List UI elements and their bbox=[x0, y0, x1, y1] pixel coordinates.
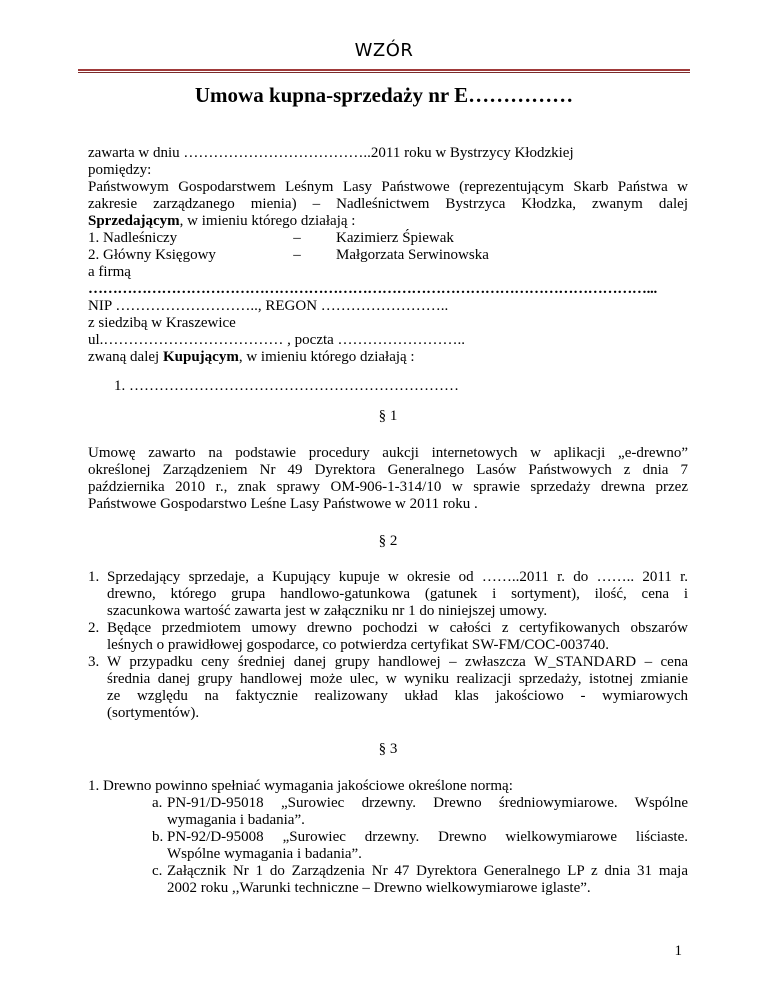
nip-regon-line: NIP ……………………….., REGON …………………….. bbox=[88, 298, 449, 314]
street-line: ul.……………………………… , poczta …………………….. bbox=[88, 332, 466, 348]
signatory-name: Kazimierz Śpiewak bbox=[336, 230, 454, 246]
norm-item-line: Załącznik Nr 1 do Zarządzenia Nr 47 Dyrektora Generalnego LP z dnia 31 maja bbox=[167, 863, 688, 879]
list-item bbox=[88, 569, 688, 620]
norm-item-line: 2002 roku ,,Warunki techniczne – Drewno wielkowymiarowe iglaste”. bbox=[167, 880, 591, 896]
norm-item-line: Wspólne wymagania i badania”. bbox=[167, 846, 362, 862]
intro-line-between: pomiędzy: bbox=[88, 162, 152, 178]
section-1-mark: § 1 bbox=[378, 408, 398, 424]
section-1-line: Państwowe Gospodarstwo Leśne Lasy Państwowe w 2011 roku . bbox=[88, 496, 478, 512]
list-item-line: szacunkowa wartość zawarta jest w załączniku nr 1 do niniejszej umowy. bbox=[107, 603, 548, 619]
signatory-role: 1. Nadleśniczy bbox=[88, 230, 178, 246]
list-item-line: (sortymentów). bbox=[107, 705, 200, 721]
seller-term: Sprzedającym bbox=[88, 213, 180, 229]
section-1-line: określonej Zarządzeniem Nr 49 Dyrektora Generalnego Lasów Państwowych z dnia 7 bbox=[88, 462, 688, 478]
intro-section bbox=[88, 145, 688, 395]
section-1-text bbox=[88, 445, 688, 513]
signatory-dash: – bbox=[293, 230, 301, 246]
signatory-name: Małgorzata Serwinowska bbox=[336, 247, 489, 263]
norm-item-letter: a. bbox=[152, 795, 163, 811]
list-item-line: ze względu na faktycznie realizowany układ klas jakościowo - wymiarowych bbox=[107, 688, 688, 704]
norm-item bbox=[152, 829, 688, 863]
section-3-intro: 1. Drewno powinno spełniać wymagania jakościowe określone normą: bbox=[88, 778, 513, 794]
norm-item-line: PN-91/D-95018 „Surowiec drzewny. Drewno średniowymiarowe. Wspólne bbox=[167, 795, 688, 811]
firm-name-placeholder: ……………………………………………………………………………………………………... bbox=[88, 281, 657, 297]
intro-line-date: zawarta w dniu ………………………………..2011 roku w Bystrzycy Kłodzkiej bbox=[88, 145, 574, 161]
seat-line: z siedzibą w Kraszewice bbox=[88, 315, 236, 331]
buyer-term: Kupującym bbox=[162, 349, 239, 365]
buyer-representative-line: 1. ………………………………………………………… bbox=[114, 378, 459, 394]
signatory-row bbox=[88, 230, 688, 247]
document-body bbox=[88, 145, 688, 897]
buyer-prefix: zwaną dalej bbox=[88, 349, 163, 365]
header-rule bbox=[78, 69, 690, 71]
signatory-row bbox=[88, 247, 688, 264]
page-number: 1 bbox=[674, 943, 682, 959]
list-item-line: Będące przedmiotem umowy drewno pochodzi w całości z certyfikowanych obszarów bbox=[107, 620, 688, 636]
header-label: WZÓR bbox=[354, 40, 414, 61]
norm-item-letter: b. bbox=[152, 829, 164, 845]
norm-item bbox=[152, 863, 688, 897]
seller-term-rest: , w imieniu którego działają : bbox=[179, 213, 356, 229]
section-2-list bbox=[88, 569, 688, 722]
document-title: Umowa kupna-sprzedaży nr E…………… bbox=[194, 83, 574, 107]
norm-list bbox=[152, 795, 688, 897]
norm-item-line: PN-92/D-95008 „Surowiec drzewny. Drewno wielkowymiarowe liściaste. bbox=[167, 829, 688, 845]
intro-line-seller-3 bbox=[88, 213, 688, 230]
list-item-line: W przypadku ceny średniej danej grupy handlowej – zwłaszcza W_STANDARD – cena bbox=[107, 654, 688, 670]
list-item bbox=[88, 654, 688, 722]
list-item-number: 2. bbox=[88, 620, 100, 636]
intro-line-seller-1: Państwowym Gospodarstwem Leśnym Lasy Państwowe (reprezentującym Skarb Państwa w bbox=[88, 179, 688, 195]
firm-label: a firmą bbox=[88, 264, 131, 280]
intro-line-seller-2: zakresie zarządzanego mienia) – Nadleśnictwem Bystrzyca Kłodzka, zwanym dalej bbox=[88, 196, 688, 212]
section-2-mark: § 2 bbox=[378, 533, 398, 549]
list-item-line: średnia danej grupy handlowej może ulec, w wyniku realizacji sprzedaży, istotnej zmianie bbox=[107, 671, 688, 687]
norm-item bbox=[152, 795, 688, 829]
list-item bbox=[88, 620, 688, 654]
list-item-number: 1. bbox=[88, 569, 100, 585]
norm-item-line: wymagania i badania”. bbox=[167, 812, 305, 828]
norm-item-letter: c. bbox=[152, 863, 163, 879]
buyer-term-rest: , w imieniu którego działają : bbox=[238, 349, 415, 365]
section-1-line: Umowę zawarto na podstawie procedury aukcji internetowych w aplikacji „e-drewno” bbox=[88, 445, 688, 461]
section-3-text bbox=[88, 778, 688, 897]
signatory-dash: – bbox=[293, 247, 301, 263]
section-1-line: października 2010 r., znak sprawy OM-906-1-314/10 w sprawie sprzedaży drewna przez bbox=[88, 479, 688, 495]
header-rule-shadow bbox=[78, 72, 690, 73]
signatory-role: 2. Główny Księgowy bbox=[88, 247, 216, 263]
list-item-line: drewno, którego grupa handlowo-gatunkowa (gatunek i sortyment), ilość, cena i bbox=[107, 586, 688, 602]
list-item-line: leśnych o prawidłowej gospodarce, co potwierdza certyfikat SW-FM/COC-003740. bbox=[107, 637, 609, 653]
list-item-number: 3. bbox=[88, 654, 100, 670]
section-3-mark: § 3 bbox=[378, 741, 398, 757]
buyer-line bbox=[88, 349, 688, 366]
list-item-line: Sprzedający sprzedaje, a Kupujący kupuje w okresie od ……..2011 r. do …….. 2011 r. bbox=[107, 569, 688, 585]
